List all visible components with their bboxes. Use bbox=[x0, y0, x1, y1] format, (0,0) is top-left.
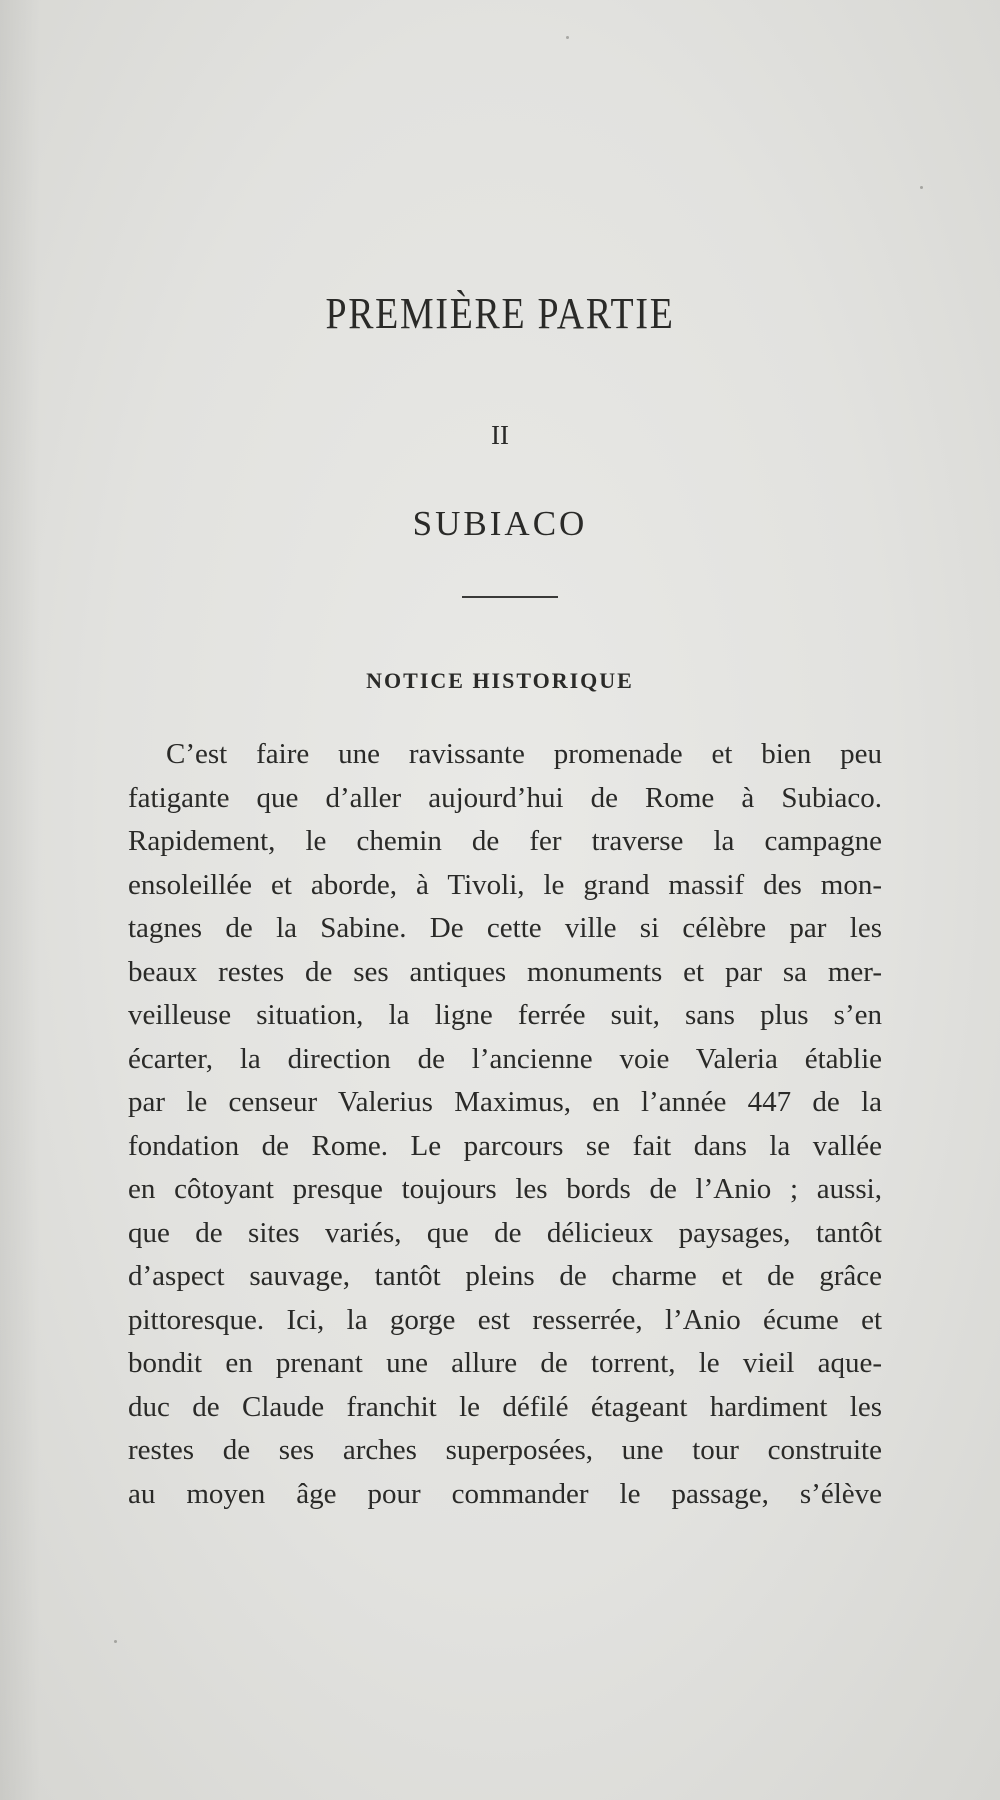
text-line: d’aspect sauvage, tantôt pleins de charme et de grâce bbox=[128, 1260, 882, 1292]
text-line: veilleuse situation, la ligne ferrée suit, sans plus s’en bbox=[128, 999, 882, 1031]
text-line: restes de ses arches superposées, une tour construite bbox=[128, 1434, 882, 1466]
page-edge-shadow bbox=[0, 0, 40, 1800]
text-line: Rapidement, le chemin de fer traverse la campagne bbox=[128, 825, 882, 857]
text-line: fatigante que d’aller aujourd’hui de Rome à Subiaco. bbox=[128, 781, 882, 814]
paper-speck bbox=[920, 186, 923, 189]
body-paragraph bbox=[128, 733, 882, 1516]
text-line: ensoleillée et aborde, à Tivoli, le grand massif des mon- bbox=[128, 868, 882, 901]
text-line: en côtoyant presque toujours les bords de l’Anio ; aussi, bbox=[128, 1173, 882, 1205]
text-line: au moyen âge pour commander le passage, s’élève bbox=[128, 1477, 882, 1510]
chapter-title: SUBIACO bbox=[412, 504, 588, 543]
paper-speck bbox=[566, 36, 569, 39]
text-line: tagnes de la Sabine. De cette ville si célèbre par les bbox=[128, 912, 882, 944]
paper-speck bbox=[114, 1640, 117, 1643]
title-divider bbox=[462, 596, 558, 598]
part-title: PREMIÈRE PARTIE bbox=[325, 289, 675, 338]
text-line: beaux restes de ses antiques monuments et par sa mer- bbox=[128, 955, 882, 988]
chapter-number: II bbox=[491, 420, 509, 450]
text-line: par le censeur Valerius Maximus, en l’année 447 de la bbox=[128, 1086, 882, 1118]
text-line: duc de Claude franchit le défilé étageant hardiment les bbox=[128, 1390, 882, 1423]
text-line: bondit en prenant une allure de torrent, le vieil aque- bbox=[128, 1347, 882, 1379]
text-line: fondation de Rome. Le parcours se fait dans la vallée bbox=[128, 1129, 882, 1162]
section-heading: NOTICE HISTORIQUE bbox=[366, 668, 634, 693]
text-line: écarter, la direction de l’ancienne voie Valeria établie bbox=[128, 1042, 882, 1075]
text-line: que de sites variés, que de délicieux paysages, tantôt bbox=[128, 1216, 882, 1249]
text-line: C’est faire une ravissante promenade et bien peu bbox=[166, 738, 882, 770]
text-line: pittoresque. Ici, la gorge est resserrée, l’Anio écume et bbox=[128, 1303, 882, 1336]
